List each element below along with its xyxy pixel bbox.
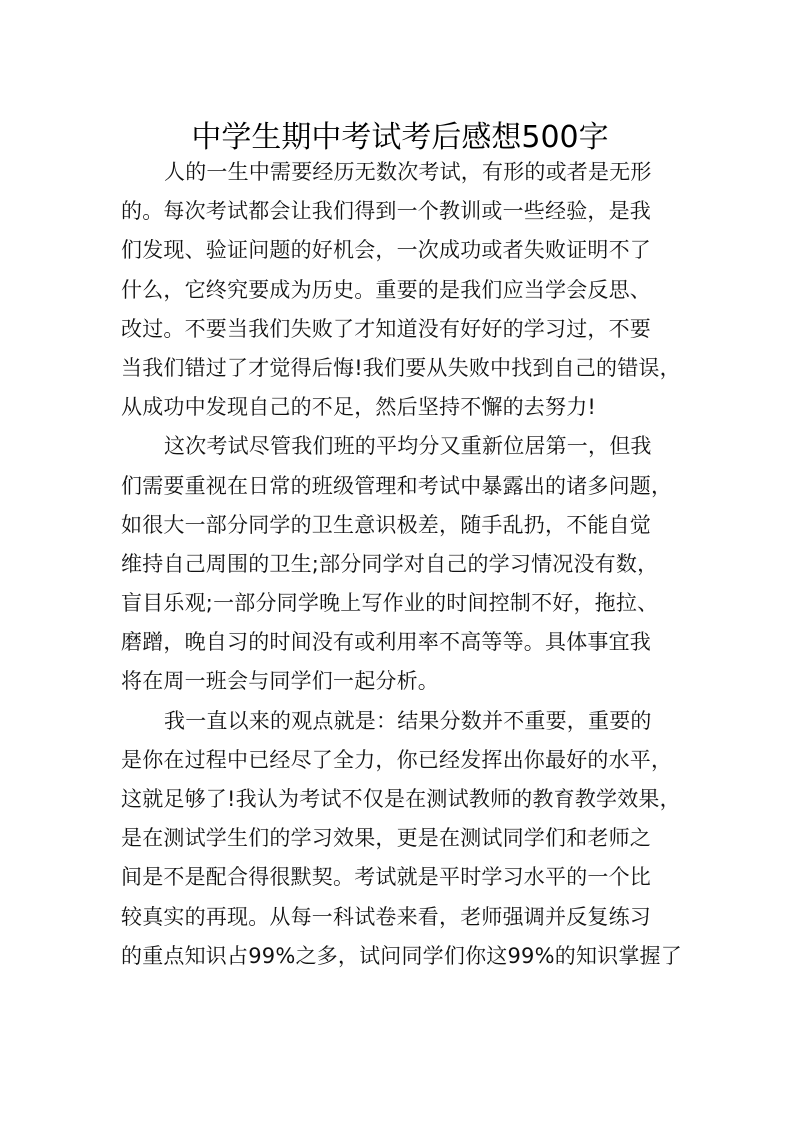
- document-title: 中学生期中考试考后感想500字: [191, 120, 609, 156]
- paragraph-2-line-3: 如很大一部分同学的卫生意识极差，随手乱扔，不能自觉: [121, 512, 651, 537]
- paragraph-2-line-2: 们需要重视在日常的班级管理和考试中暴露出的诸多问题，: [121, 473, 673, 498]
- paragraph-1-line-3: 们发现、验证问题的好机会，一次成功或者失败证明不了: [121, 238, 651, 263]
- paragraph-1-line-1: 人的一生中需要经历无数次考试，有形的或者是无形: [164, 160, 652, 184]
- paragraph-3-line-1: 我一直以来的观点就是：结果分数并不重要，重要的: [164, 708, 652, 733]
- paragraph-3-line-3: 这就足够了!我认为考试不仅是在测试教师的教育教学效果，: [121, 787, 681, 811]
- paragraph-1-line-2: 的。每次考试都会让我们得到一个教训或一些经验，是我: [121, 199, 651, 224]
- paragraph-3-line-7: 的重点知识占99%之多，试问同学们你这99%的知识掌握了: [121, 943, 682, 968]
- paragraph-3-line-6: 较真实的再现。从每一科试卷来看，老师强调并反复练习: [121, 904, 651, 929]
- document-body: [121, 153, 682, 976]
- paragraph-1-line-5: 改过。不要当我们失败了才知道没有好好的学习过，不要: [121, 316, 651, 341]
- paragraph-3-line-2: 是你在过程中已经尽了全力，你已经发挥出你最好的水平，: [121, 747, 673, 772]
- paragraph-2-line-6: 磨蹭，晚自习的时间没有或利用率不高等等。具体事宜我: [121, 630, 651, 655]
- paragraph-2-line-7: 将在周一班会与同学们一起分析。: [121, 669, 439, 694]
- paragraph-1-line-6: 当我们错过了才觉得后悔!我们要从失败中找到自己的错误，: [121, 355, 681, 380]
- paragraph-3-line-4: 是在测试学生们的学习效果，更是在测试同学们和老师之: [121, 826, 651, 851]
- paragraph-1-line-7: 从成功中发现自己的不足，然后坚持不懈的去努力!: [121, 395, 597, 420]
- paragraph-3-line-5: 间是不是配合得很默契。考试就是平时学习水平的一个比: [121, 865, 651, 890]
- paragraph-2-line-1: 这次考试尽管我们班的平均分又重新位居第一，但我: [164, 434, 652, 459]
- paragraph-2-line-5: 盲目乐观;一部分同学晚上写作业的时间控制不好，拖拉、: [121, 591, 659, 616]
- paragraph-1-line-4: 什么，它终究要成为历史。重要的是我们应当学会反思、: [121, 277, 651, 302]
- paragraph-2-line-4: 维持自己周围的卫生;部分同学对自己的学习情况没有数，: [121, 551, 659, 576]
